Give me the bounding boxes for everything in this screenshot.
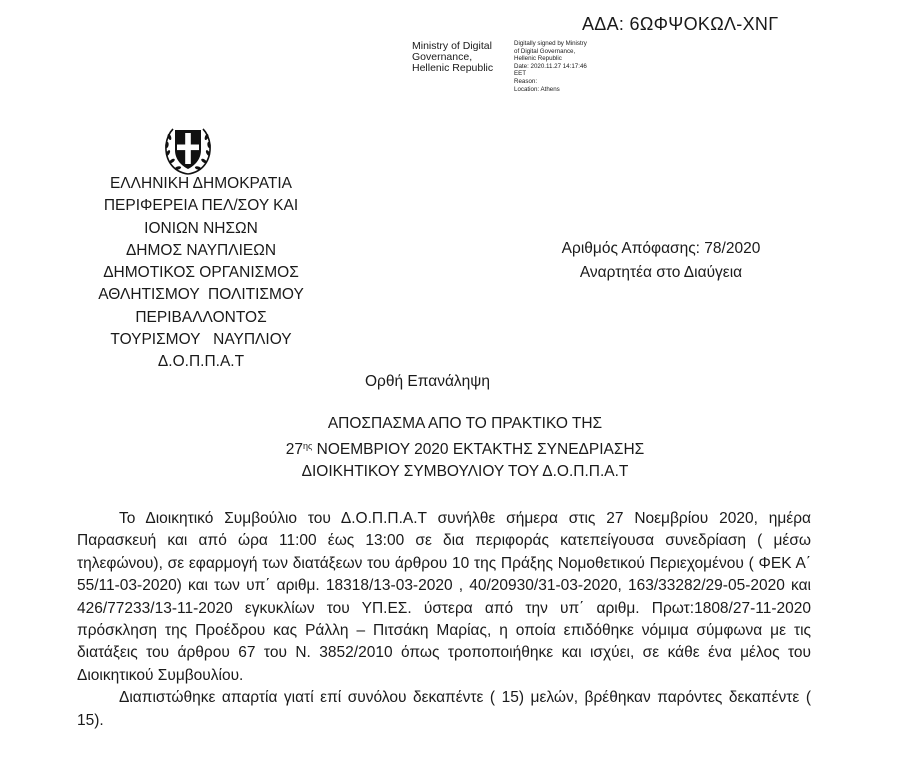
title-day: 27: [285, 441, 304, 458]
body-paragraph: Το Διοικητικό Συμβούλιο του Δ.Ο.Π.Π.Α.Τ συνήλθε σήμερα στις 27 Νοεμβρίου 2020, ημέρα Παρασκευή και από ώρα 11:00 έως 13:00 σε δια περιφοράς κατεπείγουσα συνεδρίαση ( μέσω τηλεφώνου), σε εφαρμογή των διατάξεων του άρθρου 10 της Πράξης Νομοθετικού Περιεχομένου ( ΦΕΚ Α΄ 55/11-03-2020) και των υπ΄ αριθμ. 18318/13-03-2020 , 40/20930/31-03-2020, 163/33282/29-05-2020 και 426/77233/13-11-2020 εγκυκλίων του ΥΠ.ΕΣ. ύστερα από την υπ΄ αριθμ. Πρωτ:1808/27-11-2020 πρόσκληση της Προέδρου κας Ράλλη – Πιτσάκη Μαρίας, η οποία επιδόθηκε νόμιμα σύμφωνα με τις διατάξεις του άρθρου 67 του Ν. 3852/2010 όπως τροποποιήθηκε και ισχύει, σε κάθε ένα μέλος του Διοικητικού Συμβουλίου.: [77, 510, 811, 684]
digital-signature-signer: [412, 41, 493, 74]
ada-number: ΑΔΑ: 6ΩΦΨΟΚΩΛ-ΧΝΓ: [582, 14, 779, 34]
title-line: ΑΠΟΣΠΑΣΜΑ ΑΠΟ ΤΟ ΠΡΑΚΤΙΚΟ ΤΗΣ: [327, 415, 603, 432]
header-line: Δ.Ο.Π.Π.Α.Τ: [157, 353, 245, 371]
header-line: ΔΗΜΟΤΙΚΟΣ ΟΡΓΑΝΙΣΜΟΣ: [103, 264, 299, 282]
header-line: ΙΟΝΙΩΝ ΝΗΣΩΝ: [144, 219, 258, 237]
signer-line: Ministry of Digital: [412, 40, 492, 52]
document-title: [150, 413, 780, 483]
greek-coat-of-arms-icon: [161, 123, 215, 177]
title-line: [150, 435, 780, 461]
header-line: ΑΘΛΗΤΙΣΜΟΥ ΠΟΛΙΤΙΣΜΟΥ: [98, 286, 304, 304]
header-line: ΠΕΡΙΒΑΛΛΟΝΤΟΣ: [135, 308, 267, 326]
header-line: ΤΟΥΡΙΣΜΟΥ ΝΑΥΠΛΙΟΥ: [110, 331, 292, 349]
signature-detail-line: Reason:: [514, 77, 538, 85]
header-line: ΔΗΜΟΣ ΝΑΥΠΛΙΕΩΝ: [125, 241, 277, 259]
signature-detail-line: EET: [514, 70, 527, 78]
decision-info: [530, 237, 792, 285]
title-day-suffix: ης: [303, 441, 313, 451]
signer-line: Hellenic Republic: [412, 62, 494, 74]
signature-detail-line: of Digital Governance,: [514, 47, 576, 55]
correction-note: Ορθή Επανάληψη: [365, 373, 490, 390]
decision-number: Αριθμός Απόφασης: 78/2020: [561, 240, 761, 257]
digital-signature-details: [514, 40, 587, 93]
title-rest: ΝΟΕΜΒΡΙΟΥ 2020 ΕΚΤΑΚΤΗΣ ΣΥΝΕΔΡΙΑΣΗΣ: [312, 441, 645, 458]
issuing-authority-header: [70, 173, 332, 374]
signature-detail-line: Hellenic Republic: [514, 55, 562, 63]
posted-note: Αναρτητέα στο Διαύγεια: [579, 264, 743, 281]
signature-detail-line: Location: Athens: [514, 85, 560, 93]
signature-detail-line: Digitally signed by Ministry: [514, 40, 587, 47]
title-line: ΔΙΟΙΚΗΤΙΚΟΥ ΣΥΜΒΟΥΛΙΟΥ ΤΟΥ Δ.Ο.Π.Π.Α.Τ: [301, 463, 629, 480]
header-line: ΠΕΡΙΦΕΡΕΙΑ ΠΕΛ/ΣΟΥ ΚΑΙ: [103, 197, 299, 215]
body-paragraph: Διαπιστώθηκε απαρτία γιατί επί συνόλου δεκαπέντε ( 15) μελών, βρέθηκαν παρόντες δεκαπέντε ( 15).: [77, 689, 811, 729]
document-body: [77, 508, 811, 732]
header-line: ΕΛΛΗΝΙΚΗ ΔΗΜΟΚΡΑΤΙΑ: [109, 175, 293, 192]
signer-line: Governance,: [412, 51, 473, 63]
signature-detail-line: Date: 2020.11.27 14:17:46: [514, 62, 587, 70]
